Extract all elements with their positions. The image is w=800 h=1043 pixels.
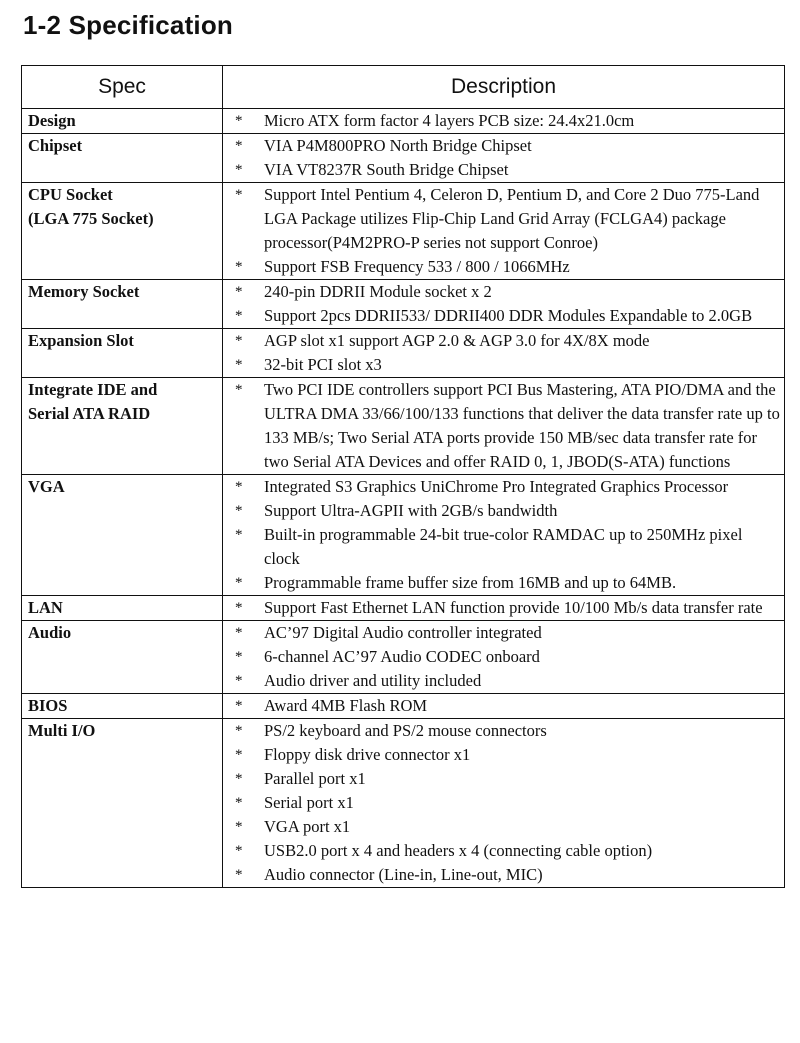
list-item (223, 669, 780, 693)
list-item (223, 791, 780, 815)
description-text: USB2.0 port x 4 and headers x 4 (connecting cable option) (264, 841, 653, 860)
description-cell (223, 475, 785, 596)
table-row (22, 183, 785, 280)
spec-name-cell (22, 134, 223, 183)
spec-name: VGA (28, 477, 65, 496)
spec-name: Expansion Slot (28, 331, 134, 350)
asterisk-bullet-icon: * (235, 259, 243, 275)
list-item (223, 815, 780, 839)
list-item (223, 109, 780, 133)
description-cell (223, 109, 785, 134)
description-text: 32-bit PCI slot x3 (264, 355, 382, 374)
list-item (223, 499, 780, 523)
spec-name-cell (22, 596, 223, 621)
spec-name-cell (22, 378, 223, 475)
description-cell (223, 329, 785, 378)
asterisk-bullet-icon: * (235, 771, 243, 787)
spec-name-cell (22, 280, 223, 329)
description-cell (223, 183, 785, 280)
table-row (22, 475, 785, 596)
list-item (223, 329, 780, 353)
description-list (223, 475, 780, 595)
list-item (223, 571, 780, 595)
description-text: VIA VT8237R South Bridge Chipset (264, 160, 509, 179)
spec-name: Integrate IDE and (28, 380, 158, 399)
table-header-row (22, 66, 785, 109)
asterisk-bullet-icon: * (235, 357, 243, 373)
asterisk-bullet-icon: * (235, 723, 243, 739)
spec-column-header: Spec (22, 66, 223, 109)
description-text: Audio driver and utility included (264, 671, 482, 690)
spec-name-cell (22, 719, 223, 888)
spec-name: LAN (28, 598, 63, 617)
description-text: Serial port x1 (264, 793, 354, 812)
asterisk-bullet-icon: * (235, 867, 243, 883)
table-row (22, 329, 785, 378)
spec-name: Chipset (28, 136, 83, 155)
list-item (223, 743, 780, 767)
description-text: Integrated S3 Graphics UniChrome Pro Integrated Graphics Processor (264, 477, 729, 496)
description-list (223, 280, 780, 328)
spec-table (21, 65, 785, 888)
description-text: AGP slot x1 support AGP 2.0 & AGP 3.0 for 4X/8X mode (264, 331, 650, 350)
asterisk-bullet-icon: * (235, 843, 243, 859)
spec-name-cell (22, 475, 223, 596)
spec-name-cell (22, 329, 223, 378)
list-item (223, 719, 780, 743)
list-item (223, 304, 780, 328)
description-text: Floppy disk drive connector x1 (264, 745, 471, 764)
list-item (223, 475, 780, 499)
description-cell (223, 596, 785, 621)
description-list (223, 596, 780, 620)
description-text: VIA P4M800PRO North Bridge Chipset (264, 136, 532, 155)
spec-name-cell (22, 694, 223, 719)
list-item (223, 523, 780, 571)
asterisk-bullet-icon: * (235, 673, 243, 689)
list-item (223, 694, 780, 718)
description-list (223, 109, 780, 133)
list-item (223, 280, 780, 304)
list-item (223, 134, 780, 158)
description-text: 6-channel AC’97 Audio CODEC onboard (264, 647, 540, 666)
asterisk-bullet-icon: * (235, 333, 243, 349)
asterisk-bullet-icon: * (235, 747, 243, 763)
spec-name-cell (22, 183, 223, 280)
description-column-header: Description (223, 66, 785, 109)
description-cell (223, 694, 785, 719)
description-list (223, 329, 780, 377)
table-row (22, 596, 785, 621)
spec-table-body (22, 109, 785, 888)
asterisk-bullet-icon: * (235, 187, 243, 203)
section-title: 1-2 Specification (23, 10, 234, 40)
description-cell (223, 621, 785, 694)
spec-name: Multi I/O (28, 721, 96, 740)
asterisk-bullet-icon: * (235, 819, 243, 835)
list-item (223, 767, 780, 791)
description-text: Support Fast Ethernet LAN function provide 10/100 Mb/s data transfer rate (264, 598, 763, 617)
description-text: 240-pin DDRII Module socket x 2 (264, 282, 492, 301)
description-cell (223, 719, 785, 888)
list-item (223, 839, 780, 863)
list-item (223, 183, 780, 255)
description-text: Support FSB Frequency 533 / 800 / 1066MHz (264, 257, 570, 276)
list-item (223, 596, 780, 620)
spec-name-cell (22, 109, 223, 134)
description-cell (223, 134, 785, 183)
asterisk-bullet-icon: * (235, 625, 243, 641)
asterisk-bullet-icon: * (235, 308, 243, 324)
description-text: Programmable frame buffer size from 16MB and up to 64MB. (264, 573, 677, 592)
table-row (22, 109, 785, 134)
spec-name: (LGA 775 Socket) (28, 209, 154, 228)
spec-name: Memory Socket (28, 282, 140, 301)
table-row (22, 280, 785, 329)
asterisk-bullet-icon: * (235, 795, 243, 811)
list-item (223, 378, 780, 474)
description-text: Support Intel Pentium 4, Celeron D, Pentium D, and Core 2 Duo 775-Land LGA Package utilizes Flip-Chip Land Grid Array (FCLGA4) package processor(P4M2PRO-P series not support Conroe) (264, 185, 760, 252)
description-list (223, 183, 780, 279)
description-text: PS/2 keyboard and PS/2 mouse connectors (264, 721, 547, 740)
description-text: Parallel port x1 (264, 769, 366, 788)
list-item (223, 863, 780, 887)
list-item (223, 158, 780, 182)
spec-name: Serial ATA RAID (28, 404, 151, 423)
description-text: Built-in programmable 24-bit true-color RAMDAC up to 250MHz pixel clock (264, 525, 743, 568)
asterisk-bullet-icon: * (235, 162, 243, 178)
asterisk-bullet-icon: * (235, 113, 243, 129)
list-item (223, 621, 780, 645)
asterisk-bullet-icon: * (235, 698, 243, 714)
description-text: VGA port x1 (264, 817, 351, 836)
list-item (223, 255, 780, 279)
table-row (22, 134, 785, 183)
asterisk-bullet-icon: * (235, 479, 243, 495)
description-text: Two PCI IDE controllers support PCI Bus Mastering, ATA PIO/DMA and the ULTRA DMA 33/66/100/133 functions that deliver the data transfer rate up to 133 MB/s; Two Serial ATA ports provide 150 MB/sec data transfer rate for two Serial ATA Devices and offer RAID 0, 1, JBOD(S-ATA) functions (264, 380, 780, 471)
description-text: Support 2pcs DDRII533/ DDRII400 DDR Modules Expandable to 2.0GB (264, 306, 753, 325)
list-item (223, 353, 780, 377)
asterisk-bullet-icon: * (235, 382, 243, 398)
description-list (223, 694, 780, 718)
description-list (223, 621, 780, 693)
description-cell (223, 280, 785, 329)
spec-name: Audio (28, 623, 72, 642)
asterisk-bullet-icon: * (235, 527, 243, 543)
spec-name: CPU Socket (28, 185, 113, 204)
asterisk-bullet-icon: * (235, 649, 243, 665)
table-row (22, 694, 785, 719)
spec-name: Design (28, 111, 76, 130)
asterisk-bullet-icon: * (235, 138, 243, 154)
description-text: AC’97 Digital Audio controller integrated (264, 623, 542, 642)
asterisk-bullet-icon: * (235, 600, 243, 616)
spec-name: BIOS (28, 696, 68, 715)
description-text: Micro ATX form factor 4 layers PCB size: 24.4x21.0cm (264, 111, 635, 130)
description-text: Award 4MB Flash ROM (264, 696, 428, 715)
asterisk-bullet-icon: * (235, 575, 243, 591)
description-text: Support Ultra-AGPII with 2GB/s bandwidth (264, 501, 558, 520)
list-item (223, 645, 780, 669)
spec-name-cell (22, 621, 223, 694)
asterisk-bullet-icon: * (235, 503, 243, 519)
table-row (22, 378, 785, 475)
description-list (223, 378, 780, 474)
table-row (22, 621, 785, 694)
description-cell (223, 378, 785, 475)
asterisk-bullet-icon: * (235, 284, 243, 300)
description-list (223, 719, 780, 887)
description-text: Audio connector (Line-in, Line-out, MIC) (264, 865, 543, 884)
description-list (223, 134, 780, 182)
table-row (22, 719, 785, 888)
